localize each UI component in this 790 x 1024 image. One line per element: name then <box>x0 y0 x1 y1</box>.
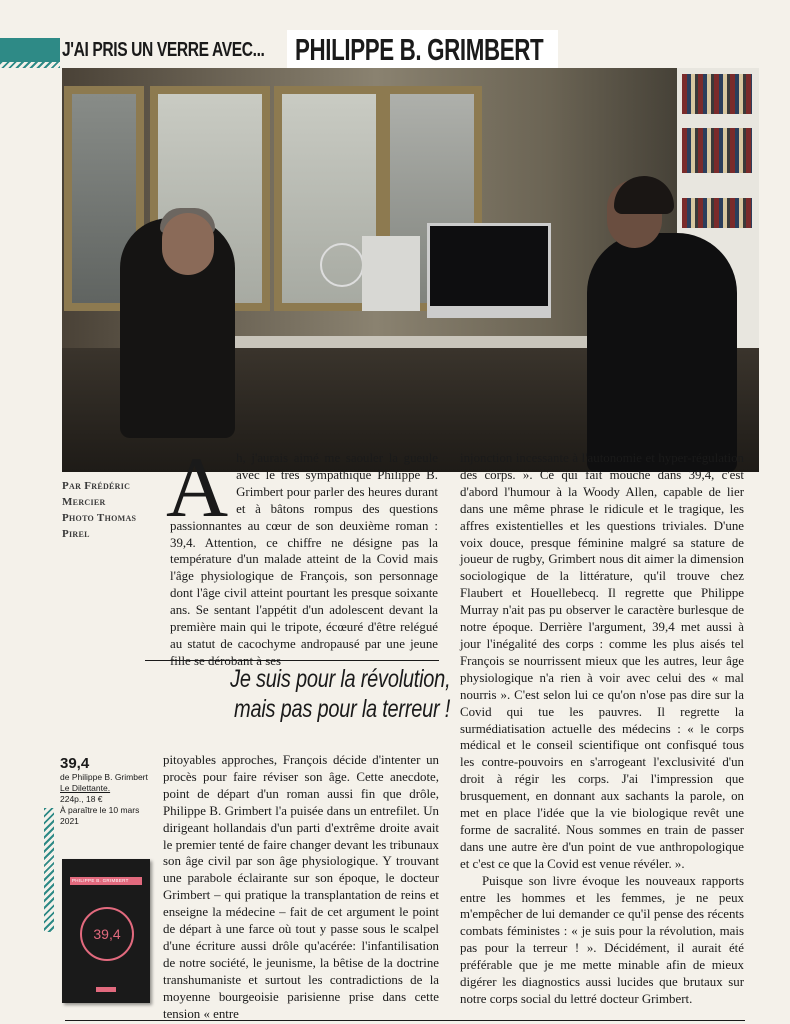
cover-title: 39,4 <box>80 907 134 961</box>
fan <box>320 243 364 287</box>
books <box>682 198 752 228</box>
header <box>62 28 558 72</box>
header-accent-bar <box>0 38 60 62</box>
quote-rule <box>145 660 439 661</box>
book-release: À paraître le 10 mars 2021 <box>60 805 140 826</box>
book-title: 39,4 <box>60 755 90 772</box>
header-name: PHILIPPE B. GRIMBERT <box>295 32 544 67</box>
article-paragraph: injonction incessante à l'autonomie et hyper-régulation des corps. ». Ce qui fait mouche dans 39,4, c'est d'abord l'humour à la Woody Allen, capable de lier dans une même phrase le ridicule et le tragique, les affres existentielles et les questions triviales. D'une voix douce, presque féminine malgré sa stature de joueur de rugby, Grimbert nous dit aimer la dimension sociologique de la littérature, qu'il trouve chez Flaubert et Houellebecq. Il regrette que Philippe Murray n'ait pas pu observer le caractère burlesque de notre époque. Derrière l'argument, 39,4 met aussi à jour l'inégalité des corps : comme les plus aisés tel François se nourrissent mieux que les autres, leur âge physiologique n'a rien à voir avec celui des « mal nourris ». C'est selon lui ce qu'on n'ose pas dire sur la Covid qui tue les pauvres. Il regrette la surmédiatisation actuelle des médecins : « le corps médical et le conseil scientifique ont confisqué tous les contre-pouvoirs en s'arrogeant l'exclusivité d'un droit à régir les corps. J'ai l'impression que brusquement, en donnant aux sachants la parole, on met en place l'idée que la vie biologique revêt une forme de sacralité. Nous sommes en train de passer dans une autre ère d'un point de vue anthropologique et c'est ce que la Covid est venue révéler. ». <box>460 451 744 871</box>
book-cover <box>62 859 150 1003</box>
header-hatch <box>0 62 60 68</box>
article-paragraph: Puisque son livre évoque les nouveaux rapports entre les hommes et les femmes, je ne peux m'empêcher de lui demander ce qu'il pense des récents combats féministes : « je suis pour la révolution, mais pas pour la terreur ! ». Décidément, il aurait été préférable que je me mette minable afin de mieux digérer les diagnostics aussi lucides que brutaux sur notre corps social du lettré docteur Grimbert. <box>460 873 744 1006</box>
book-details: 224p., 18 € <box>60 794 103 804</box>
book-hatch <box>44 808 54 932</box>
person-left-head <box>162 213 214 275</box>
article-column-3 <box>163 752 439 1023</box>
books <box>682 128 752 173</box>
byline: Par Frédéric Mercier Photo Thomas Pirel <box>62 480 137 540</box>
article-text: pitoyables approches, François décide d'intenter un procès pour faire réviser son âge. Cette anecdote, point de départ d'un roman aussi fin que drôle, Philippe B. Grimbert l'a puisée dans un entrefilet. Un dirigeant hollandais d'un parti d'extrême droite avait le premier tenté de faire changer devant les tribunaux son âge civil par son âge physiologique. Y trouvant une parabole éclairante sur son époque, le docteur Grimbert – qui pratique la transplantation de reins et enseigne la médecine – fait de cet argument le point de départ à une farce où tout y passe sous le scalpel d'une écriture aussi drôle qu'acérée: l'infantilisation de notre société, le jeunisme, la bêtise de la doctrine transhumaniste et surtout les contradictions de la moyenne bourgeoisie parisienne prise dans cette tension « entre <box>163 753 439 1021</box>
pull-quote: Je suis pour la révolution, mais pas pour la terreur ! <box>229 665 450 723</box>
article-column-1 <box>166 439 438 670</box>
person-right <box>587 233 737 472</box>
book-info <box>60 756 155 827</box>
article-column-2 <box>460 450 744 1008</box>
interview-photo <box>62 68 759 472</box>
desk <box>227 336 587 348</box>
books <box>682 74 752 114</box>
cover-publisher-mark <box>96 987 116 992</box>
computer-monitor <box>427 223 551 318</box>
bottom-rule <box>65 1020 745 1021</box>
header-kicker: J'AI PRIS UN VERRE AVEC... <box>62 38 265 61</box>
header-name-box <box>287 30 558 70</box>
book-author: de Philippe B. Grimbert <box>60 772 148 782</box>
drop-cap: A <box>166 439 229 535</box>
cover-author: PHILIPPE B. GRIMBERT <box>72 878 129 883</box>
computer-rear <box>362 236 420 311</box>
article-text: h, j'aurais aimé me saouler la gueule avec le très sympathique Philippe B. Grimbert pour parler des heures durant et à bâtons rompus des questions passionnantes au cœur de son deuxième roman : 39,4. Attention, ce chiffre ne désigne pas la température d'un malade atteint de la Covid mais l'âge physiologique de François, son personnage dont l'âge civil atteint pourtant les presque soixante ans. Se sentant l'appétit d'un adolescent devant la première main qui le tripote, écœuré d'être relégué au statut de cacochyme andropausé par une jeune fille se dérobant à ses <box>170 451 438 668</box>
book-publisher: Le Dilettante. <box>60 783 111 793</box>
